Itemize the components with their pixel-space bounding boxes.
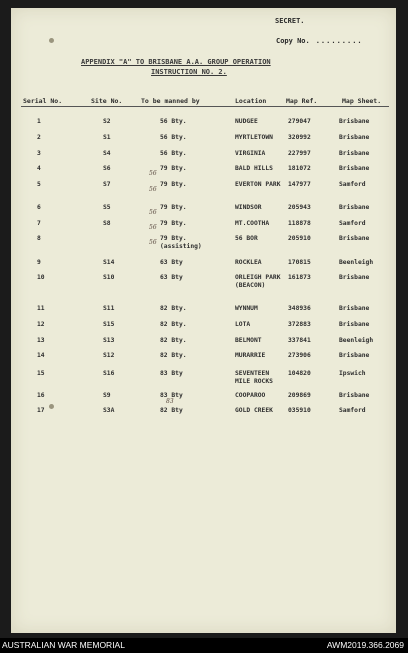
site-cell: S9 <box>103 392 111 399</box>
serial-cell: 1 <box>37 118 41 125</box>
map-sheet-cell: Brisbane <box>339 321 370 328</box>
location-cell: EVERTON PARK <box>235 181 281 188</box>
manned-by-cell: 79 Bty. <box>160 220 187 227</box>
map-sheet-cell: Brisbane <box>339 150 370 157</box>
map-ref-cell: 348936 <box>288 305 311 312</box>
location-cell: 56 BOR <box>235 235 258 242</box>
map-sheet-cell: Samford <box>339 407 366 414</box>
manned-by-cell: 79 Bty. <box>160 181 187 188</box>
location-cell: LOTA <box>235 321 251 328</box>
site-cell: S3A <box>103 407 115 414</box>
map-sheet-cell: Brisbane <box>339 134 370 141</box>
manned-by-cell: 56 Bty. <box>160 150 187 157</box>
serial-cell: 3 <box>37 150 41 157</box>
location-cell: GOLD CREEK <box>235 407 273 414</box>
manned-by-cell: 79 Bty. (assisting) <box>160 235 202 250</box>
map-ref-cell: 147977 <box>288 181 311 188</box>
column-header-manned: To be manned by <box>141 97 200 105</box>
location-cell: COOPAROO <box>235 392 266 399</box>
location-cell: BALD HILLS <box>235 165 273 172</box>
map-sheet-cell: Ipswich <box>339 370 366 377</box>
manned-by-cell: 56 Bty. <box>160 134 187 141</box>
document-title: APPENDIX "A" TO BRISBANE A.A. GROUP OPERATION <box>81 58 271 66</box>
location-cell: VIRGINIA <box>235 150 266 157</box>
manned-by-cell: 83 Bty <box>160 392 183 399</box>
site-cell: S2 <box>103 118 111 125</box>
serial-cell: 10 <box>37 274 45 281</box>
manned-by-cell: 82 Bty. <box>160 305 187 312</box>
map-sheet-cell: Samford <box>339 220 366 227</box>
map-ref-cell: 227997 <box>288 150 311 157</box>
map-ref-cell: 118878 <box>288 220 311 227</box>
punch-hole <box>49 404 54 409</box>
location-cell: NUDGEE <box>235 118 258 125</box>
map-sheet-cell: Beenleigh <box>339 259 374 266</box>
punch-hole <box>49 38 54 43</box>
manned-by-cell: 63 Bty <box>160 274 183 281</box>
header-rule <box>21 106 389 107</box>
map-ref-cell: 104820 <box>288 370 311 377</box>
manned-by-cell: 82 Bty. <box>160 337 187 344</box>
footer-institution: AUSTRALIAN WAR MEMORIAL <box>2 640 125 650</box>
map-sheet-cell: Brisbane <box>339 118 370 125</box>
site-cell: S14 <box>103 259 115 266</box>
manned-by-cell: 79 Bty. <box>160 204 187 211</box>
copy-label: Copy No. <box>276 37 310 45</box>
map-ref-cell: 337841 <box>288 337 311 344</box>
location-cell: BELMONT <box>235 337 262 344</box>
serial-cell: 9 <box>37 259 41 266</box>
map-ref-cell: 181072 <box>288 165 311 172</box>
manned-by-cell: 63 Bty <box>160 259 183 266</box>
site-cell: S8 <box>103 220 111 227</box>
handwritten-annotation: 56 <box>149 170 157 177</box>
map-sheet-cell: Brisbane <box>339 352 370 359</box>
manned-by-cell: 83 Bty <box>160 370 183 377</box>
manned-by-cell: 79 Bty. <box>160 165 187 172</box>
site-cell: S15 <box>103 321 115 328</box>
site-cell: S7 <box>103 181 111 188</box>
column-header-location: Location <box>235 97 267 105</box>
column-header-mapsheet: Map Sheet. <box>342 97 382 105</box>
location-cell: ORLEIGH PARK (BEACON) <box>235 274 281 289</box>
map-sheet-cell: Brisbane <box>339 305 370 312</box>
site-cell: S16 <box>103 370 115 377</box>
map-sheet-cell: Brisbane <box>339 165 370 172</box>
location-cell: MURARRIE <box>235 352 266 359</box>
serial-cell: 8 <box>37 235 41 242</box>
location-cell: WINDSOR <box>235 204 262 211</box>
map-ref-cell: 035910 <box>288 407 311 414</box>
map-sheet-cell: Samford <box>339 181 366 188</box>
map-ref-cell: 279047 <box>288 118 311 125</box>
serial-cell: 6 <box>37 204 41 211</box>
document-subtitle: INSTRUCTION NO. 2. <box>151 68 227 76</box>
serial-cell: 11 <box>37 305 45 312</box>
map-sheet-cell: Brisbane <box>339 392 370 399</box>
map-ref-cell: 273906 <box>288 352 311 359</box>
serial-cell: 17 <box>37 407 45 414</box>
serial-cell: 2 <box>37 134 41 141</box>
manned-by-cell: 82 Bty <box>160 407 183 414</box>
serial-cell: 16 <box>37 392 45 399</box>
handwritten-annotation: 56 <box>149 239 157 246</box>
location-cell: SEVENTEEN MILE ROCKS <box>235 370 273 385</box>
serial-cell: 14 <box>37 352 45 359</box>
map-sheet-cell: Brisbane <box>339 274 370 281</box>
map-ref-cell: 205910 <box>288 235 311 242</box>
map-ref-cell: 205943 <box>288 204 311 211</box>
manned-by-cell: 82 Bty. <box>160 352 187 359</box>
site-cell: S5 <box>103 204 111 211</box>
site-cell: S1 <box>103 134 111 141</box>
map-ref-cell: 170815 <box>288 259 311 266</box>
column-header-mapref: Map Ref. <box>286 97 318 105</box>
handwritten-annotation: 56 <box>149 209 157 216</box>
document-page <box>11 8 396 633</box>
map-ref-cell: 320992 <box>288 134 311 141</box>
classification-label: SECRET. <box>275 17 305 25</box>
site-cell: S11 <box>103 305 115 312</box>
archive-footer <box>0 638 408 653</box>
location-cell: MT.COOTHA <box>235 220 270 227</box>
handwritten-annotation: 83 <box>166 398 174 405</box>
column-header-serial: Serial No. <box>23 97 63 105</box>
serial-cell: 5 <box>37 181 41 188</box>
manned-by-cell: 56 Bty. <box>160 118 187 125</box>
map-ref-cell: 372883 <box>288 321 311 328</box>
site-cell: S13 <box>103 337 115 344</box>
footer-accession-number: AWM2019.366.2069 <box>326 640 404 650</box>
site-cell: S10 <box>103 274 115 281</box>
map-sheet-cell: Brisbane <box>339 235 370 242</box>
map-ref-cell: 161873 <box>288 274 311 281</box>
site-cell: S4 <box>103 150 111 157</box>
location-cell: ROCKLEA <box>235 259 262 266</box>
map-ref-cell: 209869 <box>288 392 311 399</box>
site-cell: S12 <box>103 352 115 359</box>
serial-cell: 13 <box>37 337 45 344</box>
serial-cell: 12 <box>37 321 45 328</box>
location-cell: WYNNUM <box>235 305 258 312</box>
serial-cell: 15 <box>37 370 45 377</box>
copy-number: ......... <box>315 37 363 45</box>
copy-number-line <box>276 37 363 45</box>
manned-by-cell: 82 Bty. <box>160 321 187 328</box>
location-cell: MYRTLETOWN <box>235 134 273 141</box>
handwritten-annotation: 56 <box>149 186 157 193</box>
serial-cell: 4 <box>37 165 41 172</box>
serial-cell: 7 <box>37 220 41 227</box>
handwritten-annotation: 56 <box>149 224 157 231</box>
map-sheet-cell: Brisbane <box>339 204 370 211</box>
column-header-site: Site No. <box>91 97 123 105</box>
site-cell: S6 <box>103 165 111 172</box>
map-sheet-cell: Beenleigh <box>339 337 374 344</box>
